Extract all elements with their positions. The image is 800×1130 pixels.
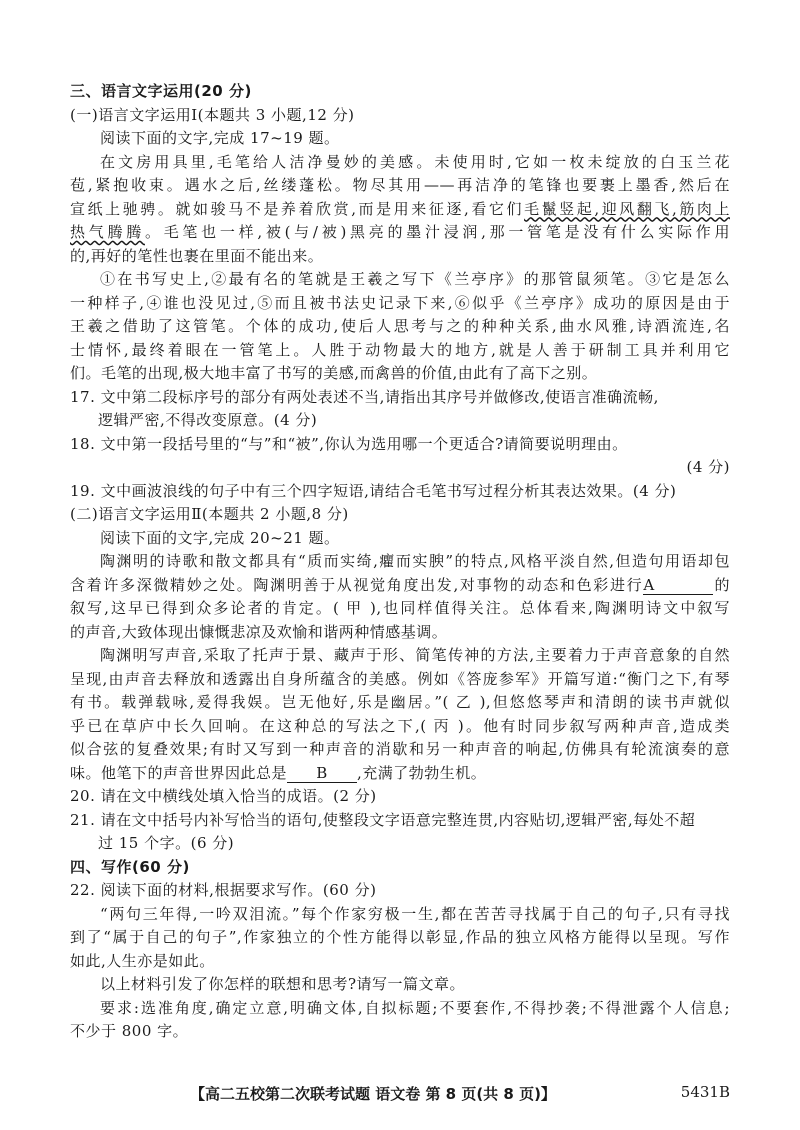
- exam-page: [70, 80, 730, 1044]
- writing-prompt: 以上材料引发了你怎样的联想和思考?请写一篇文章。: [100, 975, 466, 993]
- passage4-line: 有书。载弹载咏,爰得我娱。岂无他好,乐是幽居。”( 乙 ),但悠悠琴声和清朗的读书声就似: [70, 693, 730, 711]
- passage2-line: 王羲之借助了这管笔。个体的成功,使后人思考与之的种种关系,曲水风雅,诗酒流连,名: [70, 317, 730, 335]
- part2-instruction: 阅读下面的文字,完成 20~21 题。: [100, 528, 340, 547]
- passage4-line: 味。他笔下的声音世界因此总是 B ,充满了勃勃生机。: [70, 763, 487, 782]
- part2-heading: (二)语言文字运用Ⅱ(本题共 2 小题,8 分): [70, 505, 349, 523]
- part1-heading: (一)语言文字运用Ⅰ(本题共 3 小题,12 分): [70, 105, 355, 124]
- section4-heading: 四、写作(60 分): [70, 857, 190, 876]
- footer-title: 【高二五校第二次联考试题 语文卷 第 8 页(共 8 页)】: [190, 1085, 556, 1103]
- material-line: 如此,人生亦是如此。: [70, 951, 215, 970]
- passage2-line: ①在书写史上,②最有名的笔就是王羲之写下《兰亭序》的那管鼠须笔。③它是怎么: [100, 270, 730, 288]
- question-18-score: (4 分): [686, 458, 730, 476]
- material-line: “两句三年得,一吟双泪流。”每个作家穷极一生,都在苦苦寻找属于自己的句子,只有寻找: [100, 904, 730, 923]
- question-20: 20. 请在文中横线处填入恰当的成语。(2 分): [70, 787, 377, 805]
- question-19: 19. 文中画波浪线的句子中有三个四字短语,请结合毛笔书写过程分析其表达效果。(4 分): [70, 481, 677, 500]
- passage3-line: 含着许多深微精妙之处。陶渊明善于从视觉角度出发,对事物的动态和色彩进行A 的: [70, 575, 730, 594]
- blank-a: A: [643, 576, 713, 595]
- passage1-line: 在文房用具里,毛笔给人洁净曼妙的美感。未使用时,它如一枚未绽放的白玉兰花: [100, 152, 730, 171]
- passage1-line: 热气腾腾。毛笔也一样,被(与/被)黑亮的墨汁浸润,那一管笔是没有什么实际作用: [70, 223, 730, 241]
- question-21: 21. 请在文中括号内补写恰当的语句,使整段文字语意完整连贯,内容贴切,逻辑严密,每处不超: [70, 810, 696, 829]
- question-17: 17. 文中第二段标序号的部分有两处表述不当,请指出其序号并做修改,使语言准确流畅,: [70, 387, 659, 406]
- question-22: 22. 阅读下面的材料,根据要求写作。(60 分): [70, 881, 377, 899]
- question-18: 18. 文中第一段括号里的“与”和“被”,你认为选用哪一个更适合?请简要说明理由。: [70, 434, 628, 453]
- question-17-cont: 逻辑严密,不得改变原意。(4 分): [98, 411, 318, 429]
- part1-instruction: 阅读下面的文字,完成 17~19 题。: [100, 129, 340, 147]
- passage1-line: 苞,紧抱收束。遇水之后,丝缕蓬松。物尽其用——再洁净的笔锋也要裹上墨香,然后在: [70, 176, 730, 194]
- question-21-cont: 过 15 个字。(6 分): [98, 834, 235, 852]
- passage4-line: 似合弦的复叠效果;有时又写到一种声音的消歇和另一种声音的响起,仿佛具有轮流演奏的意: [70, 740, 730, 758]
- blank-b: B: [287, 764, 357, 783]
- passage4-line: 乎已在草庐中长久回响。在这种总的写法之下,( 丙 )。他有时同步叙写两种声音,造成类: [70, 716, 730, 735]
- writing-requirements-cont: 不少于 800 字。: [70, 1022, 189, 1040]
- section3-heading: 三、语言文字运用(20 分): [70, 82, 252, 100]
- footer-code: 5431B: [680, 1083, 730, 1101]
- writing-requirements: 要求:选准角度,确定立意,明确文体,自拟标题;不要套作,不得抄袭;不得泄露个人信息;: [100, 998, 730, 1017]
- wavy-underlined-phrase: 毛鬣竖起,迎风翻飞,筋肉上: [524, 199, 730, 218]
- passage4-line: 陶渊明写声音,采取了托声于景、藏声于形、简笔传神的方法,主要着力于声音意象的自然: [100, 646, 730, 664]
- material-line: 到了“属于自己的句子”,作家独立的个性方能得以彰显,作品的独立风格方能得以呈现。写作: [70, 928, 730, 946]
- passage3-line: 叙写,这早已得到众多论者的肯定。( 甲 ),也同样值得关注。总体看来,陶渊明诗文中叙写: [70, 599, 730, 617]
- passage2-line: 士情怀,最终着眼在一管笔上。人胜于动物最大的地方,就是人善于研制工具并利用它: [70, 340, 730, 359]
- passage3-line: 陶渊明的诗歌和散文都具有“质而实绮,癯而实腴”的特点,风格平淡自然,但造句用语却包: [100, 552, 730, 570]
- wavy-underlined-phrase: 热气腾腾: [70, 223, 145, 241]
- passage1-line: 宣纸上驰骋。就如骏马不是养着欣赏,而是用来征逐,看它们毛鬣竖起,迎风翻飞,筋肉上: [70, 199, 730, 218]
- passage1-line: 的,再好的笔性也裹在里面不能出来。: [70, 246, 324, 265]
- passage2-line: 一种样子,④谁也没见过,⑤而且被书法史记录下来,⑥似乎《兰亭序》成功的原因是由于: [70, 293, 730, 312]
- passage3-line: 的声音,大致体现出慷慨悲凉及欢愉和谐两种情感基调。: [70, 622, 448, 641]
- passage2-line: 们。毛笔的出现,极大地丰富了书写的美感,而禽兽的价值,由此有了高下之别。: [70, 364, 598, 382]
- passage4-line: 呈现,由声音去释放和透露出自身所蕴含的美感。例如《答庞参军》开篇写道:“衡门之下,有琴: [70, 669, 730, 688]
